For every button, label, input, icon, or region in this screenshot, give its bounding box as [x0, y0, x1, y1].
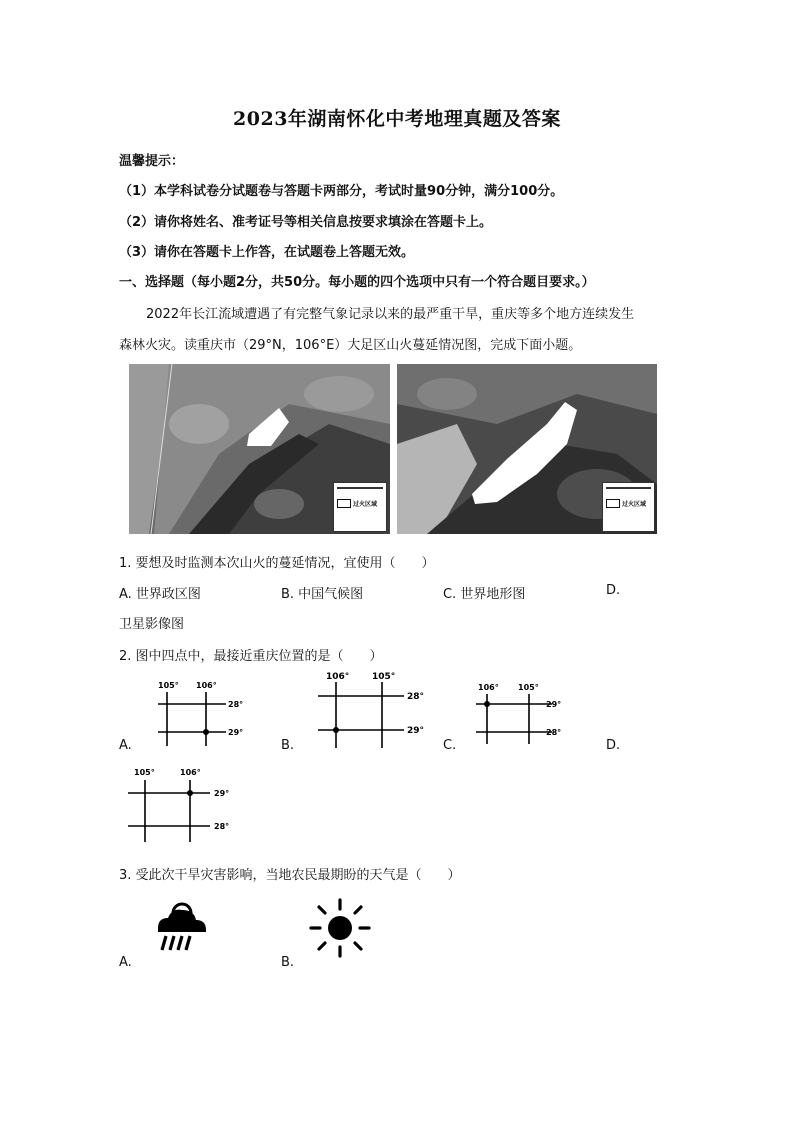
rain-icon [150, 898, 210, 954]
grid-c-lat-1: 29° [546, 700, 562, 709]
q2-grid-b [312, 668, 437, 750]
q1-option-b: B. 中国气候图 [281, 587, 364, 602]
q2-letter-b: B. [281, 738, 295, 753]
section-heading: 一、选择题（每小题2分，共50分。每小题的四个选项中只有一个符合题目要求。） [119, 275, 595, 290]
grid-c-lat-2: 28° [546, 728, 562, 737]
q1-option-d: D. [606, 583, 621, 598]
q2-letter-d: D. [606, 738, 621, 753]
q1-option-d-text: 卫星影像图 [119, 617, 185, 632]
grid-b-lat-2: 29° [407, 726, 425, 736]
q2-grid-d [124, 764, 249, 846]
grid-c-lon-1: 106° [478, 683, 499, 692]
grid-a-lat-2: 29° [228, 728, 244, 737]
grid-b-lon-2: 105° [372, 672, 396, 682]
grid-a-lon-1: 105° [158, 681, 179, 690]
notice-item-1: （1）本学科试卷分试题卷与答题卡两部分，考试时量90分钟，满分100分。 [119, 184, 564, 199]
q1-stem: 1. 要想及时监测本次山火的蔓延情况，宜使用（ ） [119, 556, 435, 571]
q2-letter-c: C. [443, 738, 457, 753]
map-legend-after [602, 482, 655, 532]
q3-stem: 3. 受此次干旱灾害影响，当地农民最期盼的天气是（ ） [119, 868, 461, 883]
grid-d-lon-1: 105° [134, 768, 155, 777]
q3-letter-b: B. [281, 955, 295, 970]
q1-option-c: C. 世界地形图 [443, 587, 526, 602]
grid-b-lon-1: 106° [326, 672, 350, 682]
q2-letter-a: A. [119, 738, 132, 753]
notice-heading: 温馨提示： [119, 154, 185, 169]
grid-a-lon-2: 106° [196, 681, 217, 690]
q1-option-a: A. 世界政区图 [119, 587, 201, 602]
map-legend-before [333, 482, 387, 532]
sun-icon [307, 897, 373, 959]
grid-d-lon-2: 106° [180, 768, 201, 777]
grid-d-lat-2: 28° [214, 822, 230, 831]
grid-b-lat-1: 28° [407, 692, 425, 702]
intro-line-2: 森林火灾。读重庆市（29°N，106°E）大足区山火蔓延情况图，完成下面小题。 [119, 338, 582, 353]
q2-stem: 2. 图中四点中，最接近重庆位置的是（ ） [119, 649, 383, 664]
notice-item-2: （2）请你将姓名、准考证号等相关信息按要求填涂在答题卡上。 [119, 215, 493, 230]
q3-letter-a: A. [119, 955, 132, 970]
intro-line-1: 2022年长江流域遭遇了有完整气象记录以来的最严重干旱，重庆等多个地方连续发生 [146, 307, 635, 322]
grid-a-lat-1: 28° [228, 700, 244, 709]
legend-label-after: 过火区域 [622, 501, 647, 508]
grid-d-lat-1: 29° [214, 789, 230, 798]
page-title: 2023年湖南怀化中考地理真题及答案 [233, 108, 561, 130]
q2-grid-a [150, 678, 250, 748]
satellite-image-before [129, 364, 390, 534]
notice-item-3: （3）请你在答题卡上作答，在试题卷上答题无效。 [119, 245, 415, 260]
q2-grid-c [470, 680, 570, 746]
legend-label-before: 过火区域 [353, 501, 378, 508]
grid-c-lon-2: 105° [518, 683, 539, 692]
satellite-image-after [397, 364, 657, 534]
